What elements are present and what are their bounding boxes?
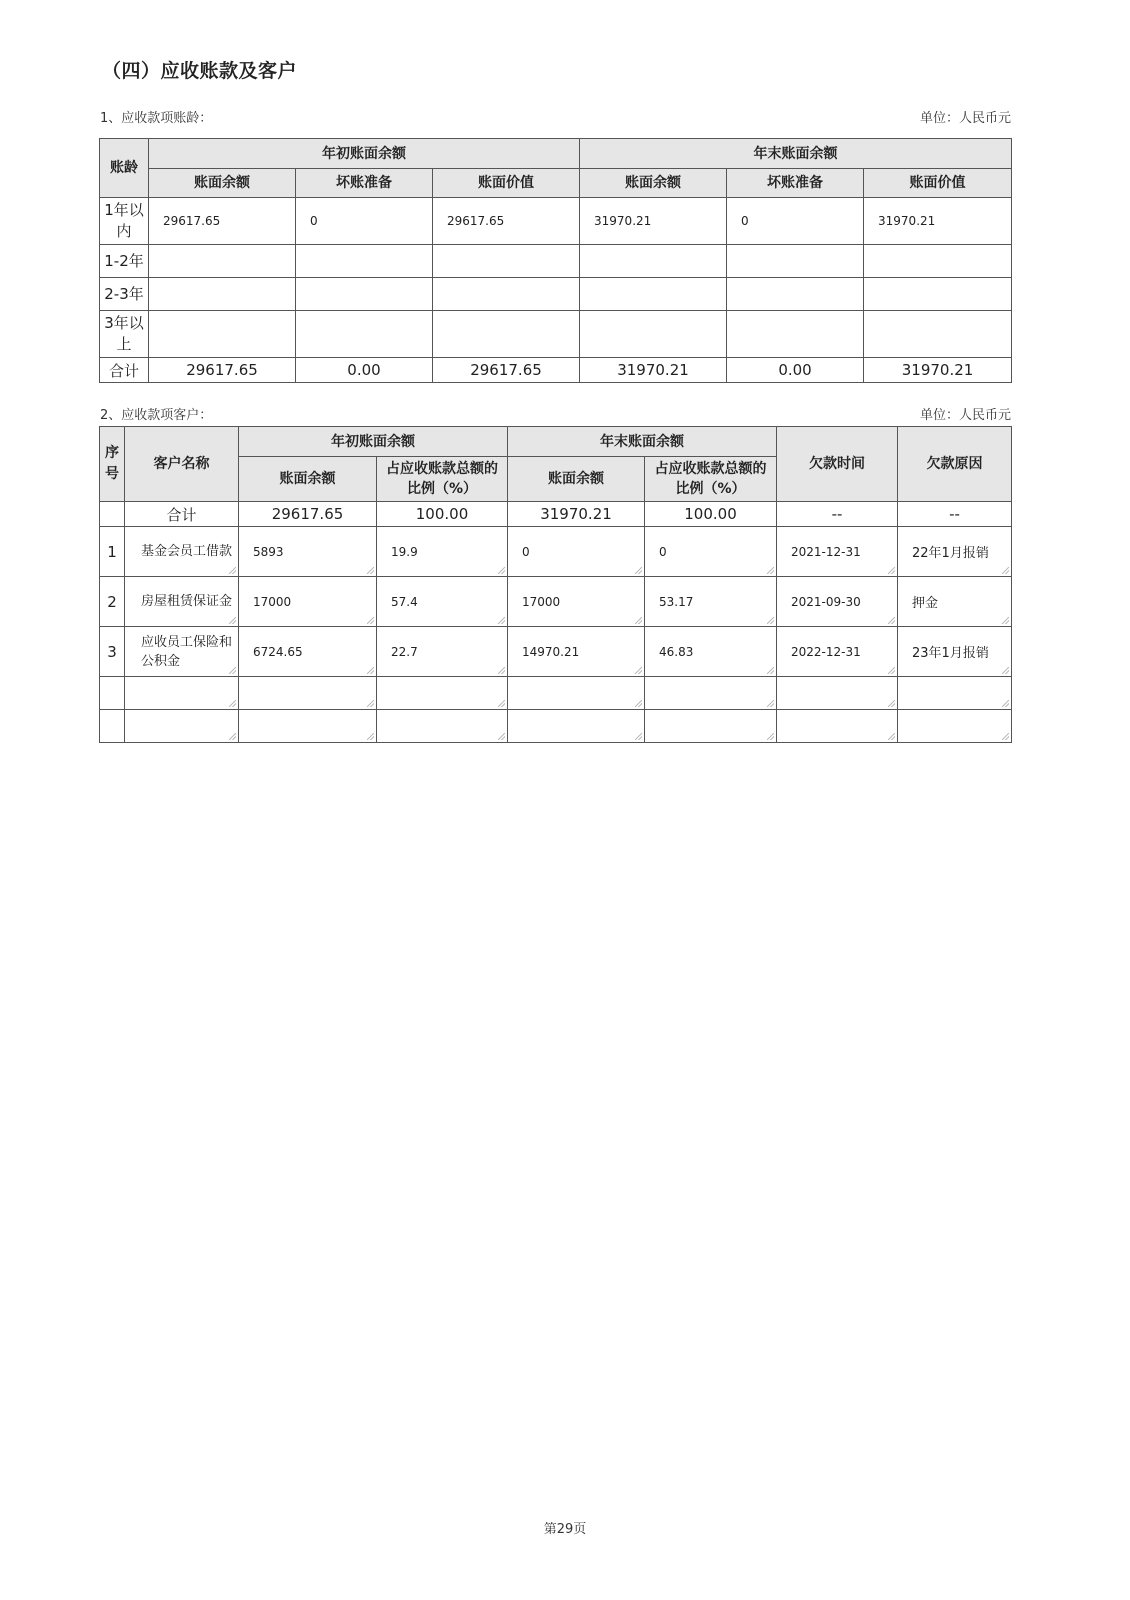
aging-cell (149, 278, 296, 311)
empty-cell (777, 677, 898, 710)
end-balance: 17000 (508, 577, 645, 627)
begin-ratio: 57.4 (377, 577, 508, 627)
empty-cell (377, 677, 508, 710)
aging-cell: 29617.65 (433, 198, 580, 245)
aging-row-label: 3年以上 (100, 311, 149, 358)
end-balance: 0 (508, 527, 645, 577)
table-row (100, 710, 1012, 743)
end-ratio-header: 占应收账款总额的比例（%） (645, 457, 777, 502)
table-row (100, 245, 1012, 278)
total-begin-ratio: 100.00 (377, 502, 508, 527)
aging-total-cell: 0.00 (296, 358, 433, 383)
begin-ratio-header: 占应收账款总额的比例（%） (377, 457, 508, 502)
debt-reason: 22年1月报销 (898, 527, 1012, 577)
aging-cell (296, 311, 433, 358)
aging-cell (580, 311, 727, 358)
group-begin-header: 年初账面余额 (239, 427, 508, 457)
customer-name: 基金会员工借款 (125, 527, 239, 577)
table-row (100, 311, 1012, 358)
empty-cell (125, 710, 239, 743)
aging-sub-header: 账面价值 (864, 169, 1012, 198)
aging-sub-header: 账面价值 (433, 169, 580, 198)
aging-group-begin: 年初账面余额 (149, 139, 580, 169)
debt-time: 2021-12-31 (777, 527, 898, 577)
empty-cell (777, 710, 898, 743)
table-row (100, 198, 1012, 245)
aging-cell: 0 (296, 198, 433, 245)
aging-cell (727, 245, 864, 278)
total-end-balance: 31970.21 (508, 502, 645, 527)
group-end-header: 年末账面余额 (508, 427, 777, 457)
aging-unit: 单位：人民币元 (919, 111, 1011, 126)
row-seq: 3 (100, 627, 125, 677)
aging-row-label: 2-3年 (100, 278, 149, 311)
begin-ratio: 22.7 (377, 627, 508, 677)
aging-cell (296, 245, 433, 278)
aging-cell (433, 311, 580, 358)
total-seq-cell (100, 502, 125, 527)
aging-cell (580, 245, 727, 278)
section-title: （四）应收账款及客户 (102, 60, 298, 82)
aging-sub-header: 坏账准备 (727, 169, 864, 198)
empty-cell (239, 710, 377, 743)
aging-total-label: 合计 (100, 358, 149, 383)
aging-cell (864, 311, 1012, 358)
total-label: 合计 (125, 502, 239, 527)
aging-cell: 31970.21 (580, 198, 727, 245)
total-end-ratio: 100.00 (645, 502, 777, 527)
row-seq: 2 (100, 577, 125, 627)
aging-total-cell: 0.00 (727, 358, 864, 383)
customers-caption: 2、应收款项客户： (100, 408, 213, 423)
empty-cell (508, 677, 645, 710)
aging-cell (580, 278, 727, 311)
empty-cell (898, 710, 1012, 743)
name-header: 客户名称 (125, 427, 239, 502)
begin-balance: 5893 (239, 527, 377, 577)
customer-name: 应收员工保险和公积金 (125, 627, 239, 677)
end-balance-header: 账面余额 (508, 457, 645, 502)
aging-cell (727, 311, 864, 358)
empty-cell (377, 710, 508, 743)
aging-total-cell: 29617.65 (433, 358, 580, 383)
aging-sub-header: 账面余额 (149, 169, 296, 198)
aging-cell (149, 311, 296, 358)
aging-group-end: 年末账面余额 (580, 139, 1012, 169)
begin-balance: 17000 (239, 577, 377, 627)
begin-balance: 6724.65 (239, 627, 377, 677)
begin-ratio: 19.9 (377, 527, 508, 577)
aging-col-header: 账龄 (100, 139, 149, 198)
empty-cell (508, 710, 645, 743)
empty-cell (100, 677, 125, 710)
empty-cell (645, 677, 777, 710)
aging-cell (864, 245, 1012, 278)
aging-table (99, 138, 1012, 383)
page-number: 第29页 (543, 1522, 587, 1537)
aging-sub-header: 坏账准备 (296, 169, 433, 198)
table-row (100, 278, 1012, 311)
aging-total-cell: 31970.21 (864, 358, 1012, 383)
time-header: 欠款时间 (777, 427, 898, 502)
empty-cell (898, 677, 1012, 710)
table-row (100, 527, 1012, 577)
end-ratio: 0 (645, 527, 777, 577)
aging-cell: 0 (727, 198, 864, 245)
debt-time: 2021-09-30 (777, 577, 898, 627)
customers-table (99, 426, 1012, 743)
aging-cell (864, 278, 1012, 311)
aging-cell (727, 278, 864, 311)
end-ratio: 46.83 (645, 627, 777, 677)
empty-cell (239, 677, 377, 710)
seq-header: 序号 (100, 427, 125, 502)
begin-balance-header: 账面余额 (239, 457, 377, 502)
aging-row-label: 1-2年 (100, 245, 149, 278)
aging-cell: 31970.21 (864, 198, 1012, 245)
aging-cell (433, 245, 580, 278)
empty-cell (125, 677, 239, 710)
total-reason: -- (898, 502, 1012, 527)
debt-time: 2022-12-31 (777, 627, 898, 677)
table-row (100, 627, 1012, 677)
table-row (100, 677, 1012, 710)
end-ratio: 53.17 (645, 577, 777, 627)
table-total-row (100, 358, 1012, 383)
customer-name: 房屋租赁保证金 (125, 577, 239, 627)
end-balance: 14970.21 (508, 627, 645, 677)
aging-row-label: 1年以内 (100, 198, 149, 245)
aging-cell (296, 278, 433, 311)
total-time: -- (777, 502, 898, 527)
empty-cell (100, 710, 125, 743)
aging-total-cell: 29617.65 (149, 358, 296, 383)
aging-cell (433, 278, 580, 311)
aging-cell (149, 245, 296, 278)
reason-header: 欠款原因 (898, 427, 1012, 502)
debt-reason: 押金 (898, 577, 1012, 627)
customers-unit: 单位：人民币元 (919, 408, 1011, 423)
row-seq: 1 (100, 527, 125, 577)
empty-cell (645, 710, 777, 743)
aging-total-cell: 31970.21 (580, 358, 727, 383)
total-begin-balance: 29617.65 (239, 502, 377, 527)
aging-cell: 29617.65 (149, 198, 296, 245)
table-row (100, 577, 1012, 627)
table-total-row (100, 502, 1012, 527)
aging-caption: 1、应收款项账龄： (100, 111, 213, 126)
debt-reason: 23年1月报销 (898, 627, 1012, 677)
aging-sub-header: 账面余额 (580, 169, 727, 198)
